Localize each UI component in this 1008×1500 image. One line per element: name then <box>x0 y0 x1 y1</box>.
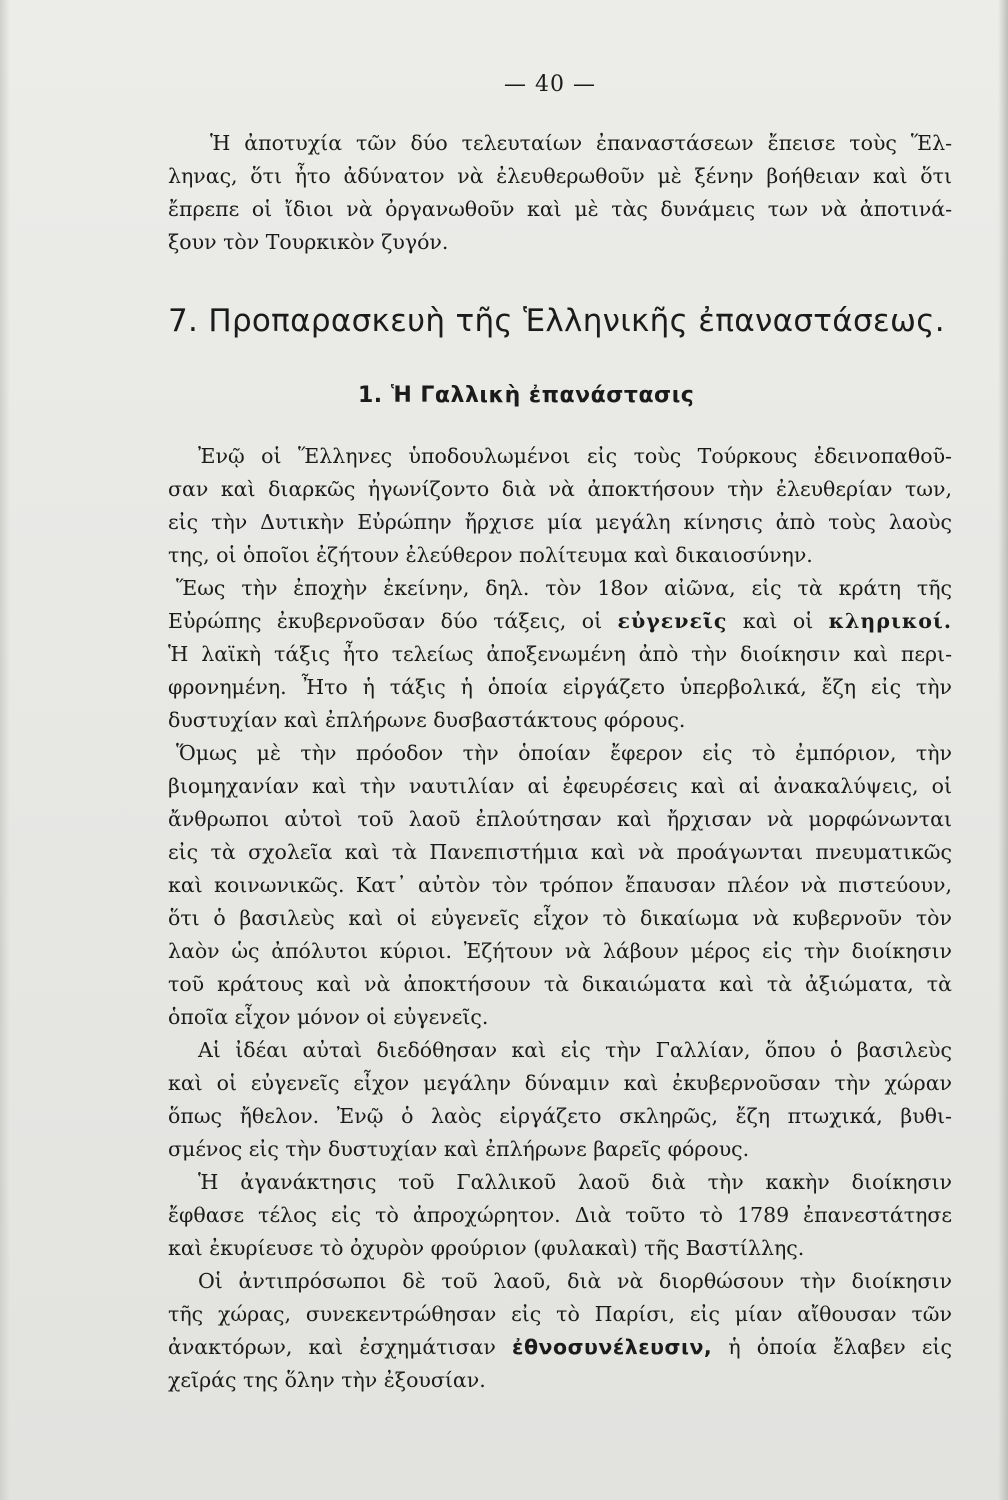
text-line: καὶ οἱ εὐγενεῖς εἶχον μεγάλην δύναμιν καὶ ἐκυβερνοῦσαν τὴν χώραν <box>168 1071 952 1095</box>
text-line: σαν καὶ διαρκῶς ἠγωνίζοντο διὰ νὰ ἀποκτήσουν τὴν ἐλευθερίαν των, <box>168 477 952 501</box>
section-heading: 7. Προπαρασκευὴ τῆς Ἑλληνικῆς ἐπαναστάσεως. <box>168 303 945 339</box>
text-line: ὅπως ἤθελον. Ἐνῷ ὁ λαὸς εἰργάζετο σκληρῶς, ἔζη πτωχικά, βυθι- <box>168 1104 952 1128</box>
text-fragment: Εὐρώπης ἐκυβερνοῦσαν δύο τάξεις, οἱ <box>168 609 603 633</box>
text-line: καὶ ἐκυρίευσε τὸ ὀχυρὸν φρούριον (φυλακαὶ) τῆς Βαστίλλης. <box>168 1236 805 1260</box>
text-line: της, οἱ ὁποῖοι ἐζήτουν ἐλεύθερον πολίτευμα καὶ δικαιοσύνην. <box>168 543 813 567</box>
text-line <box>168 1331 952 1364</box>
text-line: Οἱ ἀντιπρόσωποι δὲ τοῦ λαοῦ, διὰ νὰ διορθώσουν τὴν διοίκησιν <box>198 1269 952 1293</box>
text-fragment: ἀνακτόρων, καὶ ἐσχημάτισαν <box>168 1335 496 1359</box>
text-line: βιομηχανίαν καὶ τὴν ναυτιλίαν αἱ ἐφευρέσεις καὶ αἱ ἀνακαλύψεις, οἱ <box>168 774 952 798</box>
text-line: Ἡ ἀποτυχία τῶν δύο τελευταίων ἐπαναστάσεων ἔπεισε τοὺς Ἕλ- <box>210 131 952 155</box>
text-line: τοῦ κράτους καὶ νὰ ἀποκτήσουν τὰ δικαιώματα καὶ τὰ ἀξιώματα, τὰ <box>168 972 952 996</box>
subsection-heading: 1. Ἡ Γαλλικὴ ἐπανάστασις <box>358 383 695 408</box>
text-line: ὁποῖα εἶχον μόνον οἱ εὐγενεῖς. <box>168 1005 489 1029</box>
text-line: φρονημένη. Ἦτο ἡ τάξις ἡ ὁποία εἰργάζετο ὑπερβολικά, ἔζη εἰς τὴν <box>168 675 952 699</box>
body-text <box>168 440 952 1397</box>
text-line: Ἡ λαϊκὴ τάξις ἦτο τελείως ἀποξενωμένη ἀπὸ τὴν διοίκησιν καὶ περι- <box>168 642 952 666</box>
text-line: δυστυχίαν καὶ ἐπλήρωνε δυσβαστάκτους φόρους. <box>168 708 686 732</box>
text-line: Ἕως τὴν ἐποχὴν ἐκείνην, δηλ. τὸν 18ον αἰῶνα, εἰς τὰ κράτη τῆς <box>176 576 952 600</box>
page-right-edge <box>998 0 1008 1500</box>
text-line: Ἡ ἀγανάκτησις τοῦ Γαλλικοῦ λαοῦ διὰ τὴν κακὴν διοίκησιν <box>198 1170 952 1194</box>
text-fragment: ἡ ὁποία ἔλαβεν εἰς <box>728 1335 952 1359</box>
page-left-edge <box>0 0 10 1500</box>
text-line: Ἐνῷ οἱ Ἕλληνες ὑποδουλωμένοι εἰς τοὺς Τούρκους ἐδεινοπαθοῦ- <box>198 444 952 468</box>
emphasis-term: ἐθνοσυνέλευσιν, <box>512 1335 713 1359</box>
text-line: ἄνθρωποι αὐτοὶ τοῦ λαοῦ ἐπλούτησαν καὶ ἤρχισαν νὰ μορφώνωνται <box>168 807 952 831</box>
text-fragment: καὶ οἱ <box>742 609 814 633</box>
text-line: χεῖράς της ὅλην τὴν ἐξουσίαν. <box>168 1368 486 1392</box>
page-number: — 40 — <box>504 72 596 97</box>
text-line: ληνας, ὅτι ἦτο ἀδύνατον νὰ ἐλευθερωθοῦν μὲ ξένην βοήθειαν καὶ ὅτι <box>168 164 952 188</box>
text-line: ἔπρεπε οἱ ἴδιοι νὰ ὀργανωθοῦν καὶ μὲ τὰς δυνάμεις των νὰ ἀποτινά- <box>168 197 952 221</box>
text-line: ὅτι ὁ βασιλεὺς καὶ οἱ εὐγενεῖς εἶχον τὸ δικαίωμα νὰ κυβερνοῦν τὸν <box>168 906 952 930</box>
text-line <box>168 605 952 638</box>
text-line: λαὸν ὡς ἀπόλυτοι κύριοι. Ἐζήτουν νὰ λάβουν μέρος εἰς τὴν διοίκησιν <box>168 939 952 963</box>
text-line: εἰς τὰ σχολεῖα καὶ τὰ Πανεπιστήμια καὶ νὰ προάγωνται πνευματικῶς <box>168 840 952 864</box>
text-line: ἔφθασε τέλος εἰς τὸ ἀπροχώρητον. Διὰ τοῦτο τὸ 1789 ἐπανεστάτησε <box>168 1203 952 1227</box>
text-line: Ὅμως μὲ τὴν πρόοδον τὴν ὁποίαν ἔφερον εἰς τὸ ἐμπόριον, τὴν <box>176 741 952 765</box>
emphasis-term: κληρικοί. <box>828 609 952 633</box>
text-line: καὶ κοινωνικῶς. Κατ᾽ αὐτὸν τὸν τρόπον ἔπαυσαν πλέον νὰ πιστεύουν, <box>168 873 952 897</box>
emphasis-term: εὐγενεῖς <box>617 609 728 633</box>
text-line: τῆς χώρας, συνεκεντρώθησαν εἰς τὸ Παρίσι, εἰς μίαν αἴθουσαν τῶν <box>168 1302 952 1326</box>
text-line: Αἱ ἰδέαι αὐταὶ διεδόθησαν καὶ εἰς τὴν Γαλλίαν, ὅπου ὁ βασιλεὺς <box>198 1038 952 1062</box>
intro-paragraph <box>168 127 952 259</box>
text-line: ξουν τὸν Τουρκικὸν ζυγόν. <box>168 230 449 254</box>
text-line: σμένος εἰς τὴν δυστυχίαν καὶ ἐπλήρωνε βαρεῖς φόρους. <box>168 1137 750 1161</box>
text-line: εἰς τὴν Δυτικὴν Εὐρώπην ἤρχισε μία μεγάλη κίνησις ἀπὸ τοὺς λαοὺς <box>168 510 952 534</box>
